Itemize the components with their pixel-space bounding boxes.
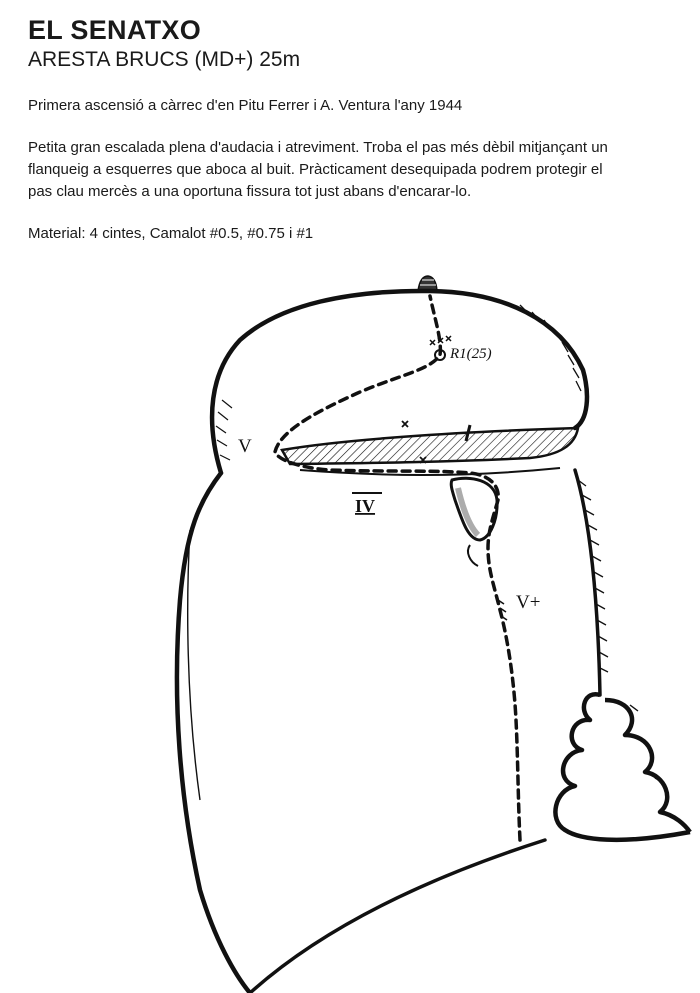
belay-label: R1(25) [450,346,492,362]
pillar-body-right [575,470,600,695]
grade-label-ledge: IV [355,496,376,516]
boulder-cluster [555,694,690,840]
route-subtitle: ARESTA BRUCS (MD+) 25m [28,48,301,71]
pillar-body-left [177,473,250,993]
material-list: Material: 4 cintes, Camalot #0.5, #0.75 i #1 [28,225,314,242]
grade-label-flake: V [238,436,252,457]
crag-title: EL SENATXO [28,15,202,45]
pillar-body-left-inner [188,530,200,800]
bolt-mark-1 [402,421,408,427]
roof-flake [282,428,578,464]
route-line [275,296,520,840]
grade-label-crack: V+ [516,592,541,613]
route-description: Petita gran escalada plena d'audacia i atreviment. Troba el pas més dèbil mitjançant un flanqueig a esquerres que aboca al buit. Pràcticament desequipada podrem protegir el pas clau mercès a una oportuna fissura tot just abans d'encarar-lo. [28,139,608,200]
pillar-base [250,840,545,993]
cap-left-shading [216,400,232,460]
first-ascent-text: Primera ascensió a càrrec d'en Pitu Ferrer i A. Ventura l'any 1944 [28,97,463,114]
